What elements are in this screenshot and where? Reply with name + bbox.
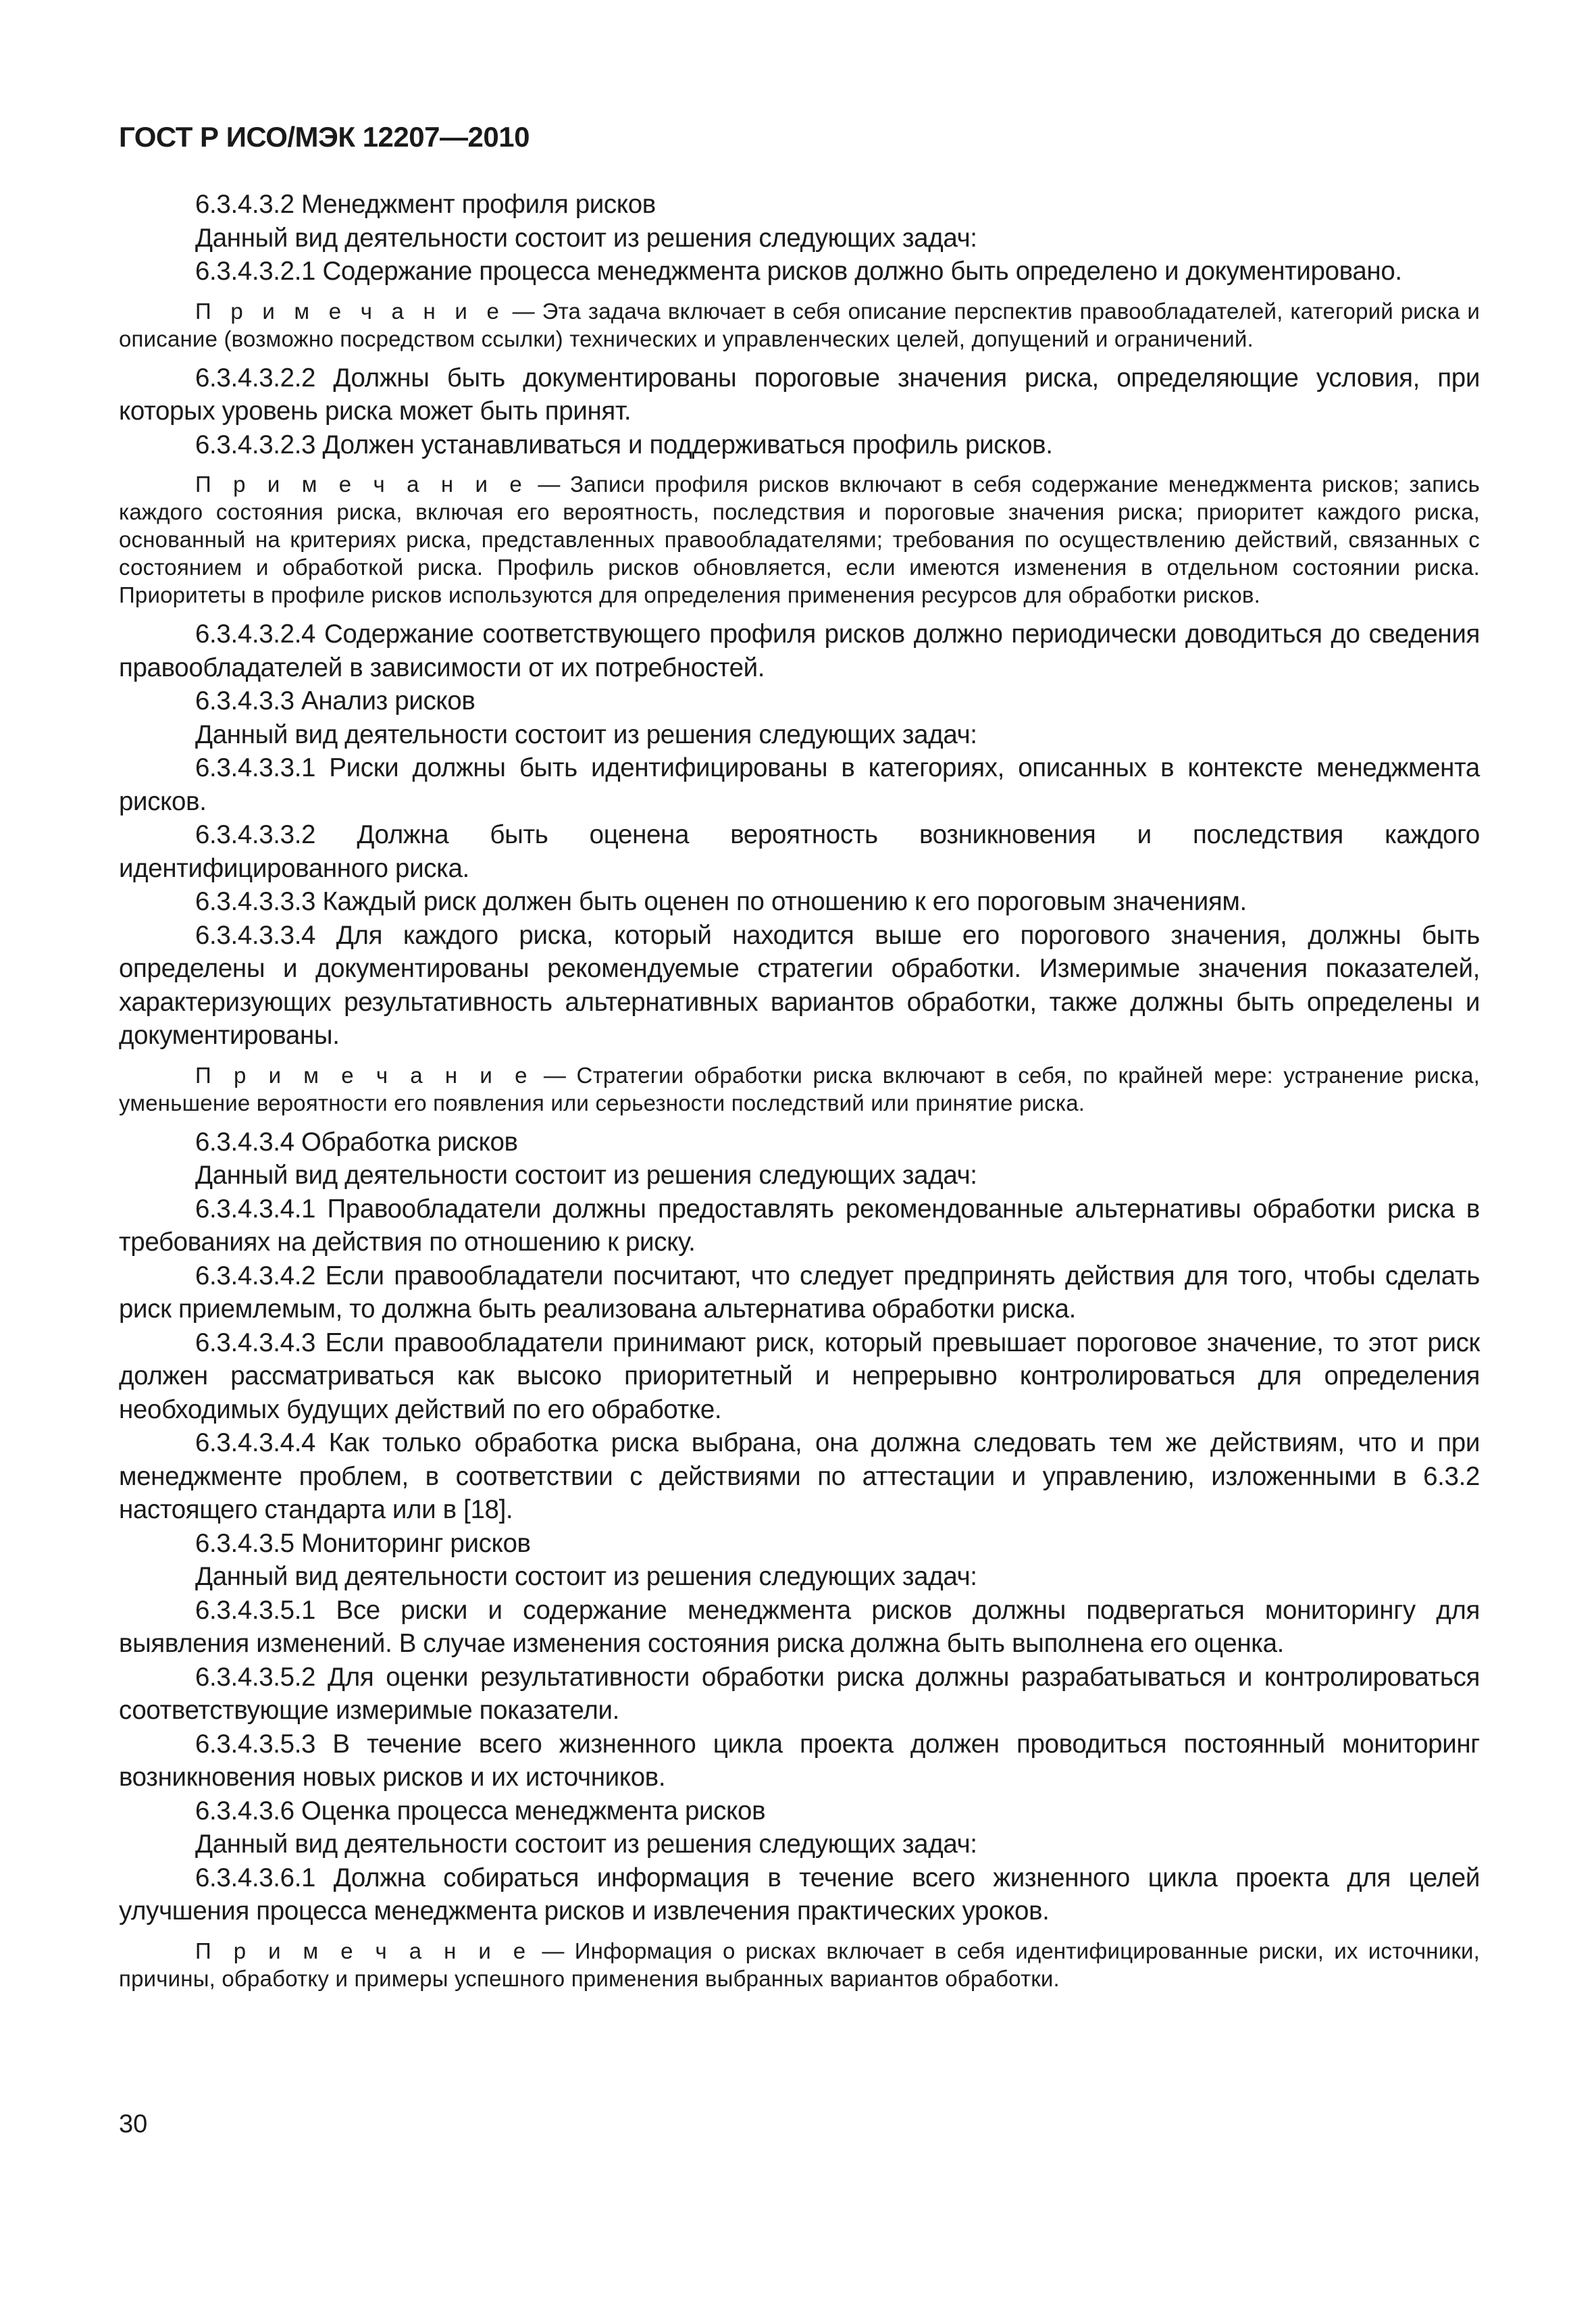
body-paragraph: Данный вид деятельности состоит из решения следующих задач: <box>195 223 977 253</box>
body-paragraph: 6.3.4.3.3.3 Каждый риск должен быть оценен по отношению к его пороговым значениям. <box>195 887 1247 917</box>
body-paragraph: 6.3.4.3.6 Оценка процесса менеджмента рисков <box>195 1796 766 1826</box>
body-paragraph: Данный вид деятельности состоит из решения следующих задач: <box>195 1161 977 1190</box>
body-paragraph: 6.3.4.3.4 Обработка рисков <box>195 1127 518 1157</box>
body-paragraph: 6.3.4.3.2 Менеджмент профиля рисков <box>195 190 656 220</box>
page-number: 30 <box>119 2110 148 2138</box>
body-paragraph: 6.3.4.3.5.2 Для оценки результативности обработки риска должны разрабатываться и контролироваться соответствующие измеримые показатели. <box>119 1662 1480 1726</box>
note-label: П р и м е ч а н и е <box>195 1062 534 1088</box>
note-text: — Эта задача включает в себя описание перспектив правообладателей, категорий риска и описание (возможно посредством ссылки) технических и управленческих целей, допущений и ограничений. <box>119 298 1481 351</box>
note-text: — Информация о рисках включает в себя идентифицированные риски, их источники, причины, обработку и примеры успешного применения выбранных вариантов обработки. <box>119 1938 1480 1991</box>
body-paragraph: 6.3.4.3.2.3 Должен устанавливаться и поддерживаться профиль рисков. <box>195 430 1053 459</box>
note-text: — Записи профиля рисков включают в себя содержание менеджмента рисков; запись каждого состояния риска, включая его вероятность, последствия и пороговые значения риска; приоритет каждого риска, основанный на критериях риска, представленных правообладателями; требования по осуществлению действий, связанных с состоянием и обработкой риска. Профиль рисков обновляется, если имеются изменения в отдельном состоянии риска. Приоритеты в профиле рисков используются для определения применения ресурсов для обработки рисков. <box>119 472 1480 608</box>
body-paragraph: 6.3.4.3.4.1 Правообладатели должны предоставлять рекомендованные альтернативы обработки риска в требованиях на действия по отношению к риску. <box>119 1194 1480 1257</box>
note-text: — Стратегии обработки риска включают в себя, по крайней мере: устранение риска, уменьшение вероятности его появления или серьезности последствий или принятие риска. <box>119 1062 1480 1115</box>
body-paragraph: 6.3.4.3.3.4 Для каждого риска, который находится выше его порогового значения, должны быть определены и документированы рекомендуемые стратегии обработки. Измеримые значения показателей, характеризующих результативность альтернативных вариантов обработки, также должны быть определены и документированы. <box>119 920 1480 1051</box>
body-paragraph: Данный вид деятельности состоит из решения следующих задач: <box>195 1830 977 1859</box>
body-paragraph: 6.3.4.3.4.4 Как только обработка риска выбрана, она должна следовать тем же действиям, что и при менеджменте проблем, в соответствии с действиями по аттестации и управлению, изложенными в 6.3.2 настоящего стандарта или в [18]. <box>119 1428 1480 1525</box>
body-paragraph: 6.3.4.3.6.1 Должна собираться информация в течение всего жизненного цикла проекта для целей улучшения процесса менеджмента рисков и извлечения практических уроков. <box>119 1863 1480 1926</box>
body-paragraph: 6.3.4.3.3.2 Должна быть оценена вероятность возникновения и последствия каждого идентифицированного риска. <box>119 820 1480 883</box>
note-label: П р и м е ч а н и е <box>195 298 505 324</box>
document-body <box>119 188 1480 1992</box>
note-paragraph <box>119 1937 1480 1992</box>
body-paragraph: 6.3.4.3.3.1 Риски должны быть идентифицированы в категориях, описанных в контексте менеджмента рисков. <box>119 753 1480 816</box>
note-label: П р и м е ч а н и е <box>195 1938 532 1963</box>
note-paragraph <box>119 1061 1480 1117</box>
body-paragraph: Данный вид деятельности состоит из решения следующих задач: <box>195 1562 977 1592</box>
body-paragraph: 6.3.4.3.2.4 Содержание соответствующего профиля рисков должно периодически доводиться до сведения правообладателей в зависимости от их потребностей. <box>119 620 1480 682</box>
body-paragraph: 6.3.4.3.2.1 Содержание процесса менеджмента рисков должно быть определено и документировано. <box>195 257 1402 286</box>
body-paragraph: 6.3.4.3.4.2 Если правообладатели посчитают, что следует предпринять действия для того, чтобы сделать риск приемлемым, то должна быть реализована альтернатива обработки риска. <box>119 1261 1480 1324</box>
note-paragraph <box>119 470 1480 609</box>
note-label: П р и м е ч а н и е <box>195 472 528 497</box>
body-paragraph: 6.3.4.3.3 Анализ рисков <box>195 686 475 716</box>
document-header: ГОСТ Р ИСО/МЭК 12207—2010 <box>119 121 530 153</box>
body-paragraph: 6.3.4.3.5.1 Все риски и содержание менеджмента рисков должны подвергаться мониторингу для выявления изменений. В случае изменения состояния риска должна быть выполнена его оценка. <box>119 1595 1480 1659</box>
body-paragraph: 6.3.4.3.2.2 Должны быть документированы пороговые значения риска, определяющие условия, при которых уровень риска может быть принят. <box>119 363 1480 426</box>
body-paragraph: 6.3.4.3.5 Мониторинг рисков <box>195 1528 531 1558</box>
body-paragraph: 6.3.4.3.4.3 Если правообладатели принимают риск, который превышает пороговое значение, то этот риск должен рассматриваться как высоко приоритетный и непрерывно контролироваться для определения необходимых будущих действий по его обработке. <box>119 1328 1480 1424</box>
body-paragraph: 6.3.4.3.5.3 В течение всего жизненного цикла проекта должен проводиться постоянный мониторинг возникновения новых рисков и их источников. <box>119 1729 1480 1792</box>
note-paragraph <box>119 297 1480 353</box>
body-paragraph: Данный вид деятельности состоит из решения следующих задач: <box>195 720 977 749</box>
